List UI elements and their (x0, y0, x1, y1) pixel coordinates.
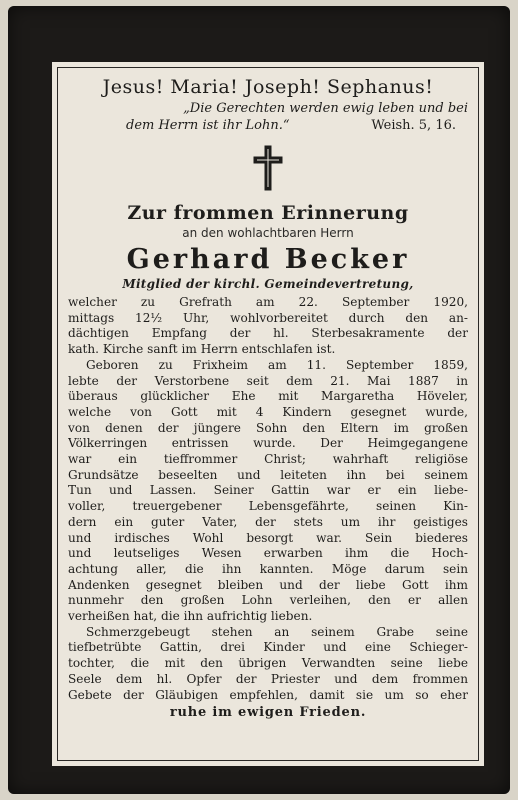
paragraph-death (68, 295, 468, 358)
text-line: Gebete der Gläubigen empfehlen, damit sie um so eher (68, 687, 468, 702)
deceased-role: Mitglied der kirchl. Gemeindevertretung, (122, 277, 414, 291)
text-line: mittags 12½ Uhr, wohlvorbereitet durch den an- (68, 310, 468, 325)
text-line: tiefbetrübte Gattin, drei Kinder und eine Schieger- (68, 640, 468, 655)
text-line: nunmehr den großen Lohn verleihen, den er allen (68, 593, 468, 608)
text-line: Grundsätze beseelten und leiteten ihn bei seinem (68, 467, 468, 482)
text-line: lebte der Verstorbene seit dem 21. Mai 1887 in (68, 373, 468, 388)
text-line: voller, treuergebener Lebensgefährte, seinen Kin- (68, 499, 468, 514)
text-line: Seele dem hl. Opfer der Priester und dem frommen (68, 671, 468, 686)
text-line: dern ein guter Vater, der stets um ihr geistiges (68, 514, 468, 529)
closing-line: ruhe im ewigen Frieden. (169, 705, 367, 721)
quote-line-2: dem Herrn ist ihr Lohn.“ (126, 118, 290, 133)
text-line: kath. Kirche sanft im Herrn entschlafen ist. (68, 342, 336, 357)
quote-line-1: „Die Gerechten werden ewig leben und bei (183, 101, 468, 116)
text-line: von denen der jüngere Sohn den Eltern im großen (68, 420, 468, 435)
text-line: und irdisches Wohl besorgt war. Sein biederes (68, 530, 468, 545)
text-line: verheißen hat, die ihn aufrichtig lieben. (68, 609, 313, 624)
text-line: Andenken gesegnet bleiben und der liebe Gott ihm (68, 577, 468, 592)
text-line: welcher zu Grefrath am 22. September 1920, (68, 295, 468, 309)
text-line: Völkerringen entrissen wurde. Der Heimgegangene (68, 436, 468, 451)
invocation-header: Jesus! Maria! Joseph! Sephanus! (102, 76, 434, 98)
memorial-subtitle: an den wohlachtbaren Herrn (182, 226, 354, 240)
paragraph-life (68, 358, 468, 625)
text-line: Geboren zu Frixheim am 11. September 1859, (86, 357, 468, 372)
scripture-quote (68, 100, 468, 134)
cross-icon (251, 144, 285, 192)
memorial-card (8, 6, 510, 794)
text-line: dächtigen Empfang der hl. Sterbesakramente der (68, 326, 468, 341)
text-line: welche von Gott mit 4 Kindern gesegnet wurde, (68, 404, 468, 419)
text-line: war ein tieffrommer Christ; wahrhaft religiöse (68, 452, 468, 467)
quote-reference: Weish. 5, 16. (371, 118, 456, 133)
deceased-name: Gerhard Becker (126, 244, 410, 275)
text-line: und leutseliges Wesen erwarben ihm die Hoch- (68, 546, 468, 561)
text-line: achtung aller, die ihn kannten. Möge darum sein (68, 561, 468, 576)
text-line: überaus glücklicher Ehe mit Margaretha Höveler, (68, 389, 468, 404)
text-line: Schmerzgebeugt stehen an seinem Grabe seine (86, 624, 468, 639)
text-line: Tun und Lassen. Seiner Gattin war er ein liebe- (68, 483, 468, 498)
text-line: tochter, die mit den übrigen Verwandten seine liebe (68, 656, 468, 671)
cross-container (68, 144, 468, 192)
memorial-title: Zur frommen Erinnerung (127, 202, 409, 224)
paragraph-mourners (68, 625, 468, 704)
card-content (68, 76, 468, 720)
card-paper (52, 62, 484, 766)
